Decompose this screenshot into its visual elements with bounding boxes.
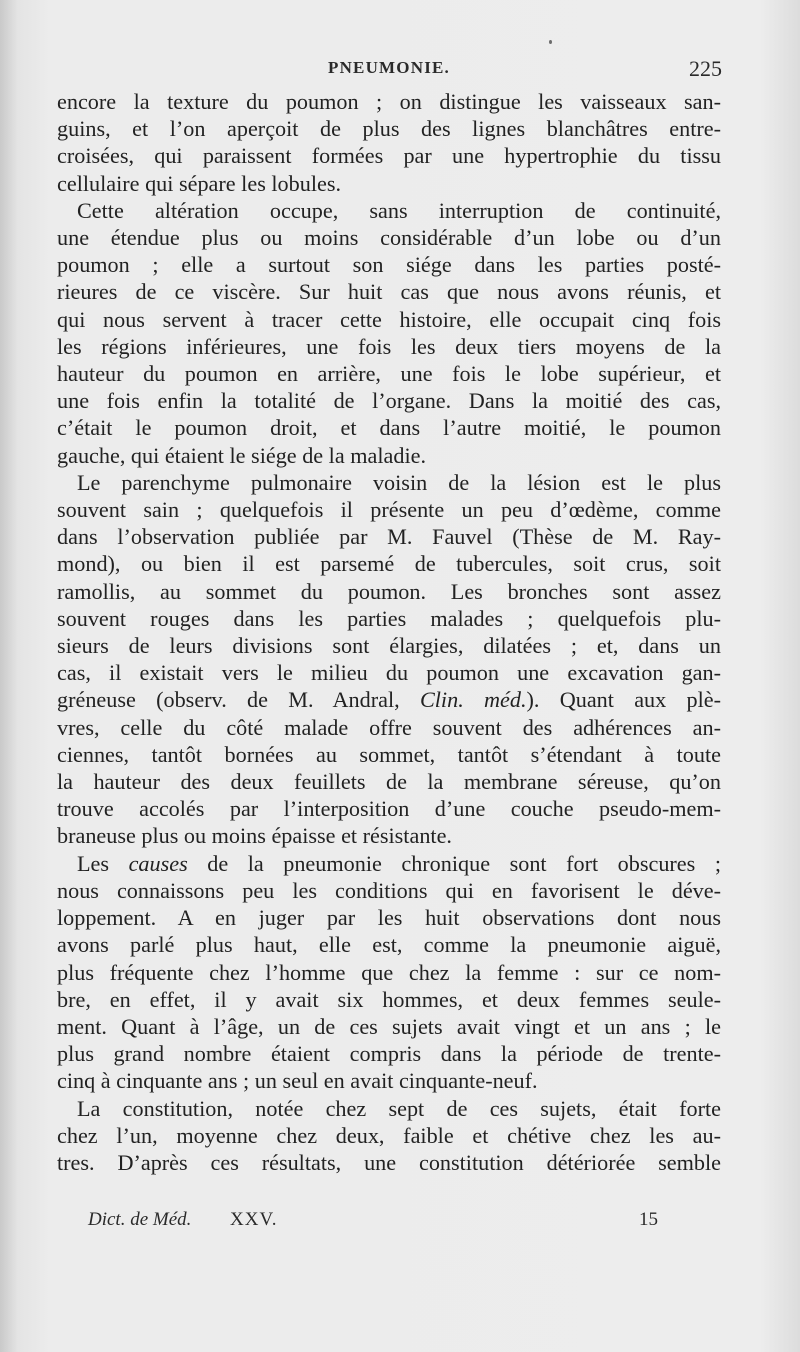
text-line: dans l’observation publiée par M. Fauvel (Thèse de M. Ray-: [57, 524, 721, 550]
text-line: la hauteur des deux feuillets de la membrane séreuse, qu’on: [57, 769, 721, 795]
text-line: ment. Quant à l’âge, un de ces sujets avait vingt et un ans ; le: [57, 1013, 721, 1039]
text-line: tres. D’après ces résultats, une constitution détériorée semble: [57, 1149, 721, 1175]
text-line: chez l’un, moyenne chez deux, faible et chétive chez les au-: [57, 1122, 721, 1148]
text-line: plus fréquente chez l’homme que chez la femme : sur ce nom-: [57, 959, 721, 985]
text-line: souvent rouges dans les parties malades ; quelquefois plu-: [57, 605, 721, 631]
text-line: sieurs de leurs divisions sont élargies, dilatées ; et, dans un: [57, 633, 721, 659]
text-line: une fois enfin la totalité de l’organe. Dans la moitié des cas,: [57, 388, 721, 414]
text-line: avons parlé plus haut, elle est, comme la pneumonie aiguë,: [57, 932, 721, 958]
text-line: guins, et l’on aperçoit de plus des lignes blanchâtres entre-: [57, 116, 721, 142]
text-line: vres, celle du côté malade offre souvent des adhérences an-: [57, 714, 721, 740]
text-line: cas, il existait vers le milieu du poumon une excavation gan-: [57, 660, 721, 686]
text-line: ciennes, tantôt bornées au sommet, tantôt s’étendant à toute: [57, 741, 721, 767]
text-line: La constitution, notée chez sept de ces sujets, était forte: [77, 1095, 721, 1121]
page-footer: [88, 1209, 658, 1239]
text-line: trouve accolés par l’interposition d’une couche pseudo-mem-: [57, 796, 721, 822]
text-line: braneuse plus ou moins épaisse et résistante.: [57, 823, 452, 849]
body-text: [57, 88, 721, 1176]
text-line: qui nous servent à tracer cette histoire, elle occupait cinq fois: [57, 306, 721, 332]
text-line: croisées, qui paraissent formées par une hypertrophie du tissu: [57, 143, 721, 169]
page-number: 225: [689, 56, 722, 81]
ink-speck: [549, 40, 552, 44]
text-line: cinq à cinquante ans ; un seul en avait cinquante-neuf.: [57, 1068, 538, 1094]
text-line: nous connaissons peu les conditions qui en favorisent le déve-: [57, 877, 721, 903]
volume-number: XXV.: [230, 1209, 278, 1230]
work-title: Dict. de Méd.: [88, 1209, 192, 1230]
text-line: poumon ; elle a surtout son siége dans les parties posté-: [57, 252, 721, 278]
text-line: mond), ou bien il est parsemé de tubercules, soit crus, soit: [57, 551, 721, 577]
text-line: gauche, qui étaient le siége de la maladie.: [57, 442, 427, 468]
text-line: rieures de ce viscère. Sur huit cas que nous avons réunis, et: [57, 279, 721, 305]
text-line: encore la texture du poumon ; on distingue les vaisseaux san-: [57, 89, 721, 114]
text-line: hauteur du poumon en arrière, une fois le lobe supérieur, et: [57, 361, 721, 387]
signature-mark: 15: [639, 1209, 658, 1230]
running-title: PNEUMONIE.: [327, 58, 451, 77]
text-line: souvent sain ; quelquefois il présente un peu d’œdème, comme: [57, 497, 721, 523]
text-line: bre, en effet, il y avait six hommes, et deux femmes seule-: [57, 986, 721, 1012]
text-line: Cette altération occupe, sans interruption de continuité,: [77, 197, 721, 223]
text-line: loppement. A en juger par les huit observations dont nous: [57, 905, 721, 931]
text-line: plus grand nombre étaient compris dans la période de trente-: [57, 1041, 721, 1067]
text-line: Le parenchyme pulmonaire voisin de la lésion est le plus: [77, 469, 721, 495]
page-header: [56, 56, 722, 86]
text-line: les régions inférieures, une fois les deux tiers moyens de la: [57, 333, 721, 359]
text-line: cellulaire qui sépare les lobules.: [57, 170, 342, 196]
text-line: ramollis, au sommet du poumon. Les bronches sont assez: [57, 578, 721, 604]
text-line: Les causes de la pneumonie chronique sont fort obscures ;: [77, 850, 721, 876]
text-line: c’était le poumon droit, et dans l’autre moitié, le poumon: [57, 415, 721, 441]
italic-phrase: Clin. méd.: [419, 687, 527, 713]
text-line: gréneuse (observ. de M. Andral, Clin. méd.). Quant aux plè-: [57, 687, 721, 713]
text-line: une étendue plus ou moins considérable d’un lobe ou d’un: [57, 225, 721, 251]
italic-phrase: causes: [128, 850, 188, 876]
